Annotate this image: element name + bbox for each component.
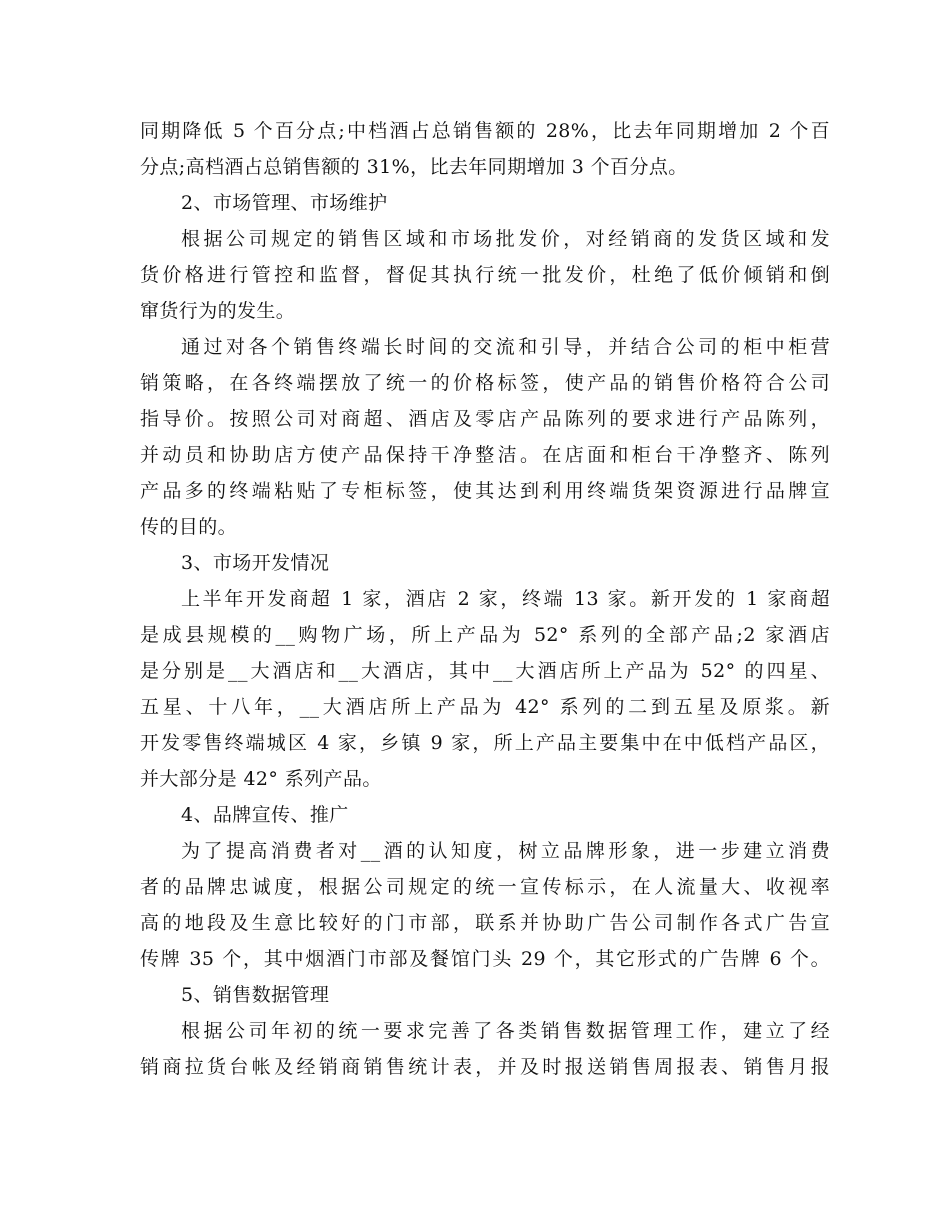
body-text-line: 分点;高档酒占总销售额的 31%，比去年同期增加 3 个百分点。 [140,156,688,178]
body-text-line: 者的品牌忠诚度，根据公司规定的统一宣传标示，在人流量大、收视率 [140,876,830,898]
body-text-line: 销商拉货台帐及经销商销售统计表，并及时报送销售周报表、销售月报 [140,1056,830,1078]
body-text-line: 为了提高消费者对__酒的认知度，树立品牌形象，进一步建立消费 [181,840,830,862]
body-text-line: 产品多的终端粘贴了专柜标签，使其达到利用终端货架资源进行品牌宣 [140,480,830,502]
body-text-line: 窜货行为的发生。 [140,300,296,322]
body-text-line: 通过对各个销售终端长时间的交流和引导，并结合公司的柜中柜营 [181,336,830,358]
body-text-line: 高的地段及生意比较好的门市部，联系并协助广告公司制作各式广告宣 [140,912,830,934]
body-text-line: 开发零售终端城区 4 家，乡镇 9 家，所上产品主要集中在中低档产品区， [140,732,830,754]
document-body [140,113,830,1085]
body-text-line: 五星、十八年，__大酒店所上产品为 42° 系列的二到五星及原浆。新 [140,696,830,718]
section-heading: 3、市场开发情况 [181,552,330,574]
body-text-line: 上半年开发商超 1 家，酒店 2 家，终端 13 家。新开发的 1 家商超 [181,588,830,610]
body-text-line: 是成县规模的__购物广场，所上产品为 52° 系列的全部产品;2 家酒店 [140,624,830,646]
body-text-line: 传的目的。 [140,516,238,538]
body-text-line: 是分别是__大酒店和__大酒店，其中__大酒店所上产品为 52° 的四星、 [140,660,830,682]
body-text-line: 根据公司年初的统一要求完善了各类销售数据管理工作，建立了经 [181,1020,830,1042]
body-text-line: 货价格进行管控和监督，督促其执行统一批发价，杜绝了低价倾销和倒 [140,264,830,286]
body-text-line: 同期降低 5 个百分点;中档酒占总销售额的 28%，比去年同期增加 2 个百 [140,120,830,142]
body-text-line: 并动员和协助店方使产品保持干净整洁。在店面和柜台干净整齐、陈列 [140,444,830,466]
body-text-line: 并大部分是 42° 系列产品。 [140,768,382,790]
body-text-line: 根据公司规定的销售区域和市场批发价，对经销商的发货区域和发 [181,228,830,250]
body-text-line: 传牌 35 个，其中烟酒门市部及餐馆门头 29 个，其它形式的广告牌 6 个。 [140,948,830,970]
section-heading: 4、品牌宣传、推广 [181,804,349,826]
body-text-line: 指导价。按照公司对商超、酒店及零店产品陈列的要求进行产品陈列， [140,408,830,430]
section-heading: 2、市场管理、市场维护 [181,192,388,214]
section-heading: 5、销售数据管理 [181,984,330,1006]
body-text-line: 销策略，在各终端摆放了统一的价格标签，使产品的销售价格符合公司 [140,372,830,394]
